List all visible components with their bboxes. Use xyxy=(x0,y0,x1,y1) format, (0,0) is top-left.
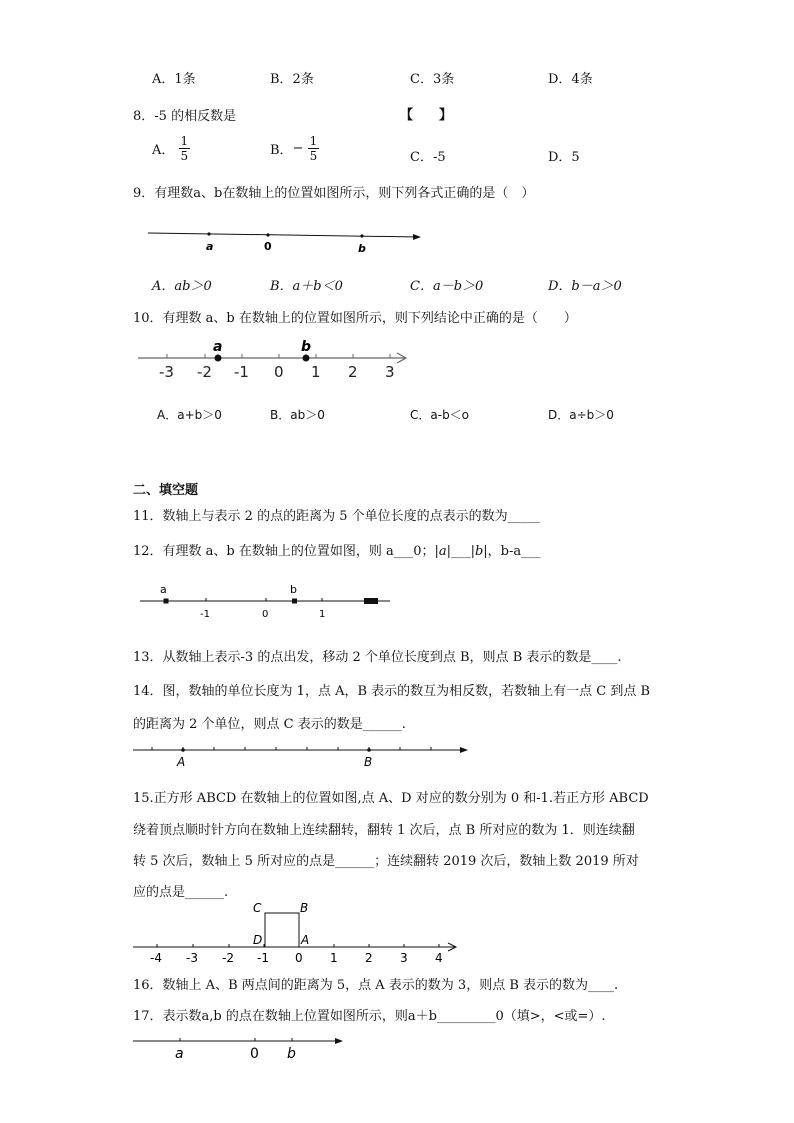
tick-label: -1 xyxy=(257,951,269,965)
label-b: b xyxy=(287,1046,296,1062)
tick-label: 3 xyxy=(385,363,395,381)
tick-label: 0 xyxy=(274,363,284,381)
q12-blank: ___ xyxy=(451,544,471,559)
q14-line2: 的距离为 2 个单位，则点 C 表示的数是______. xyxy=(133,717,406,732)
label-b: b xyxy=(301,339,312,355)
q8-option-b-label: B． xyxy=(270,143,293,158)
q15-line4: 应的点是______. xyxy=(133,885,229,900)
label-b: B xyxy=(364,755,373,769)
label-a: A xyxy=(177,755,186,769)
tick-label: 2 xyxy=(348,363,358,381)
q9-option-c: C．a－b＞0 xyxy=(410,279,484,294)
tick-label: -4 xyxy=(150,951,162,965)
label-a: a xyxy=(175,1046,184,1062)
q16-stem: 16．数轴上 A、B 两点间的距离为 5，点 A 表示的数为 3，则点 B 表示的数为____. xyxy=(133,978,619,993)
label-zero: 0 xyxy=(264,240,272,253)
tick-label: -2 xyxy=(197,363,212,381)
label-neg1: -1 xyxy=(200,609,210,620)
q13-stem: 13．从数轴上表示-3 的点出发，移动 2 个单位长度到点 B，则点 B 表示的数是____. xyxy=(133,650,622,665)
q10-option-b: B．ab＞0 xyxy=(270,408,325,422)
vertex-b: B xyxy=(300,901,309,915)
q17-stem: 17．表示数a,b 的点在数轴上位置如图所示，则a＋b_________0（填>，<或=）. xyxy=(133,1009,606,1024)
label-a: a xyxy=(206,240,214,253)
q8-option-b-sign: − xyxy=(292,141,304,156)
q15-line2: 绕着顶点顺时针方向在数轴上连续翻转，翻转 1 次后，点 B 所对应的数为 1．则连续翻 xyxy=(133,823,635,838)
q7-option-a: A．1条 xyxy=(152,72,196,87)
tick-label: -2 xyxy=(222,951,234,965)
q12-stem-part-b: ，b-a___ xyxy=(487,544,541,559)
q8-option-c: C．-5 xyxy=(410,150,446,165)
q9-stem: 9．有理数a、b在数轴上的位置如图所示，则下列各式正确的是（ ） xyxy=(133,186,535,201)
tick-label: -3 xyxy=(159,363,174,381)
q15-line1: 15.正方形 ABCD 在数轴上的位置如图,点 A、D 对应的数分别为 0 和-1.若正方形 ABCD xyxy=(133,791,649,806)
q12-abs-b: |b| xyxy=(470,544,488,559)
vertex-c: C xyxy=(253,901,262,915)
axis-arrow xyxy=(335,1038,343,1044)
tick-label: 1 xyxy=(330,951,338,965)
q8-option-a-label: A． xyxy=(152,143,175,158)
q10-option-a: A．a+b＞0 xyxy=(157,408,222,422)
q7-option-b: B．2条 xyxy=(270,72,314,87)
q10-option-c: C．a-b＜o xyxy=(410,408,470,422)
q12-stem-part-a: 12．有理数 a、b 在数轴上的位置如图，则 a___0； xyxy=(133,544,435,559)
label-one: 1 xyxy=(319,609,326,620)
tick-label: 3 xyxy=(400,951,408,965)
vertex-a: A xyxy=(301,933,310,947)
q9-option-b: B．a＋b＜0 xyxy=(270,279,343,294)
tick-label: 1 xyxy=(311,363,321,381)
label-a: a xyxy=(213,339,223,355)
q8-stem: 8．-5 的相反数是 xyxy=(133,109,237,124)
label-a: a xyxy=(160,583,167,596)
label-zero: 0 xyxy=(250,1046,259,1062)
label-b: b xyxy=(290,583,297,596)
tick-label: -3 xyxy=(186,951,198,965)
q15-line3: 转 5 次后，数轴上 5 所对应的点是______；连续翻转 2019 次后，数轴上数 2019 所对 xyxy=(133,854,639,869)
fraction-numerator: 1 xyxy=(309,134,318,148)
fraction-numerator: 1 xyxy=(180,134,189,148)
q9-option-a: A．ab＞0 xyxy=(152,279,212,294)
q14-line1: 14．图，数轴的单位长度为 1，点 A，B 表示的数互为相反数，若数轴上有一点 C 到点 B xyxy=(133,684,651,699)
q9-option-d: D．b－a＞0 xyxy=(548,279,622,294)
q10-option-d: D．a÷b＞0 xyxy=(548,408,614,422)
q8-bracket: 【 】 xyxy=(400,108,453,123)
q8-option-d: D．5 xyxy=(548,150,580,165)
label-zero: 0 xyxy=(262,609,269,620)
fraction-denominator: 5 xyxy=(180,149,189,163)
q7-option-c: C．3条 xyxy=(410,72,455,87)
section-title: 二、填空题 xyxy=(133,483,199,498)
tick-label: 0 xyxy=(295,951,303,965)
tick-label: 4 xyxy=(435,951,443,965)
tick-label: 2 xyxy=(365,951,373,965)
tick-label: -1 xyxy=(234,363,249,381)
q10-stem: 10．有理数 a、b 在数轴上的位置如图所示，则下列结论中正确的是（ ） xyxy=(133,311,577,326)
q7-option-d: D．4条 xyxy=(548,72,593,87)
vertex-d: D xyxy=(253,933,263,947)
q12-abs-a: |a| xyxy=(434,544,452,559)
label-b: b xyxy=(358,242,366,255)
q11-stem: 11．数轴上与表示 2 的点的距离为 5 个单位长度的点表示的数为_____ xyxy=(133,509,541,524)
fraction-denominator: 5 xyxy=(309,149,318,163)
